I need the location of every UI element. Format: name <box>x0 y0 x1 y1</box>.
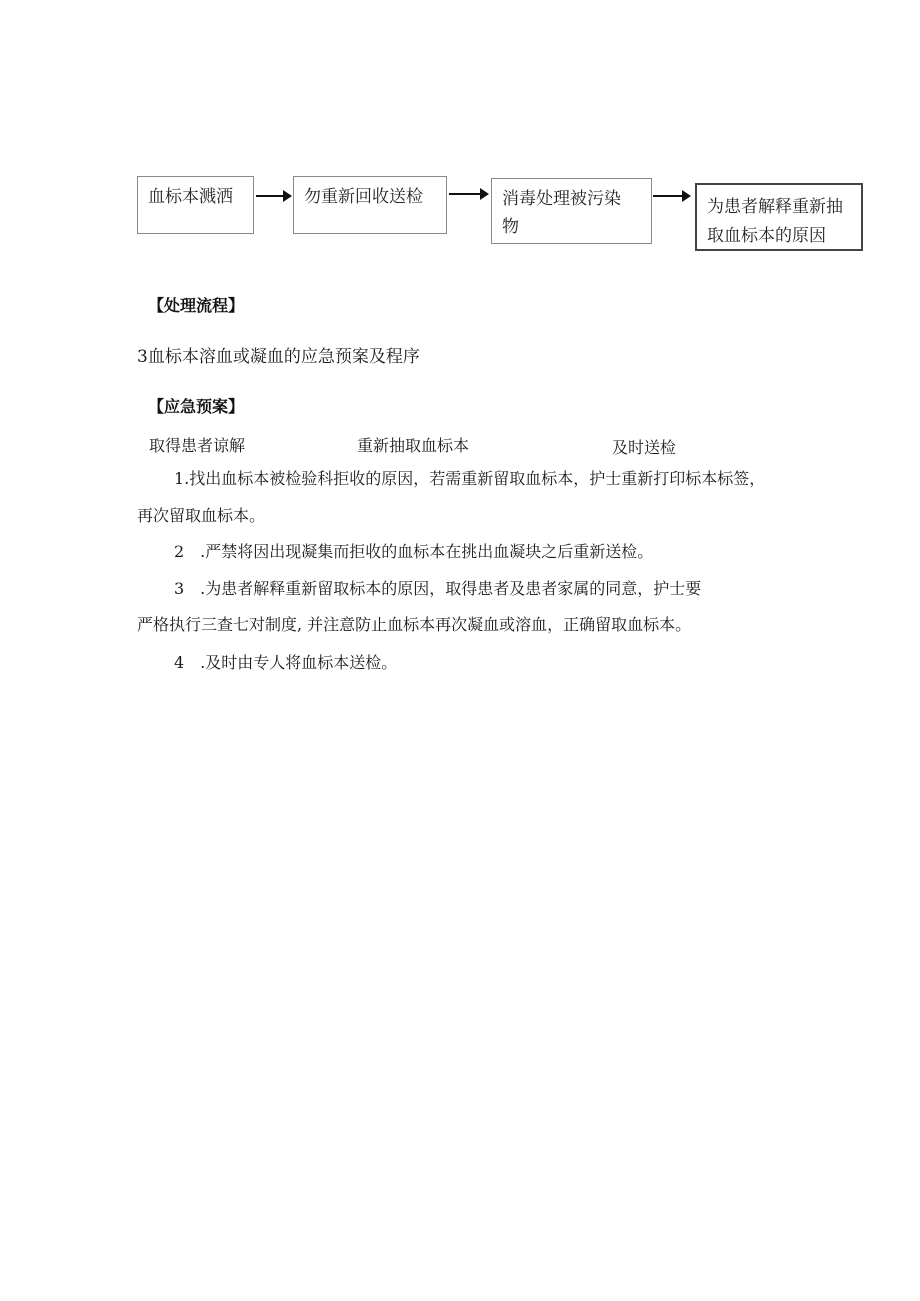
flow-step-3-label: 消毒处理被污染物 <box>502 189 621 237</box>
processing-heading: 【处理流程】 <box>148 296 245 315</box>
section-title: 3血标本溶血或凝血的应急预案及程序 <box>137 347 420 367</box>
flow-step-1-label: 血标本溅洒 <box>148 187 233 207</box>
flow-arrow-1 <box>256 195 290 197</box>
flow-arrow-2 <box>449 193 487 195</box>
paragraph-4: 4 .及时由专人将血标本送检。 <box>174 653 398 672</box>
flow-step-2 <box>293 176 447 234</box>
paragraph-2: 2 .严禁将因出现凝集而拒收的血标本在挑出血凝块之后重新送检。 <box>174 542 654 561</box>
flow-row-item-1: 取得患者谅解 <box>149 436 246 455</box>
flow-step-3 <box>491 178 652 244</box>
flow-step-1 <box>137 176 254 234</box>
plan-heading: 【应急预案】 <box>148 397 245 416</box>
flow-arrow-3 <box>653 195 689 197</box>
flow-step-2-label: 勿重新回收送检 <box>304 187 423 207</box>
flow-row-item-2: 重新抽取血标本 <box>357 436 470 455</box>
paragraph-1-line-1: 1.找出血标本被检验科拒收的原因，若需重新留取血标本，护士重新打印标本标签， <box>174 469 766 488</box>
paragraph-3-line-2: 严格执行三查七对制度, 并注意防止血标本再次凝血或溶血，正确留取血标本。 <box>137 615 692 634</box>
flow-row-item-3: 及时送检 <box>612 438 677 457</box>
paragraph-3-line-1: 3 .为患者解释重新留取标本的原因，取得患者及患者家属的同意，护士要 <box>174 579 702 598</box>
paragraph-1-line-2: 再次留取血标本。 <box>137 506 266 525</box>
flow-step-4 <box>695 183 863 251</box>
flow-step-4-label: 为患者解释重新抽取血标本的原因 <box>707 197 843 246</box>
